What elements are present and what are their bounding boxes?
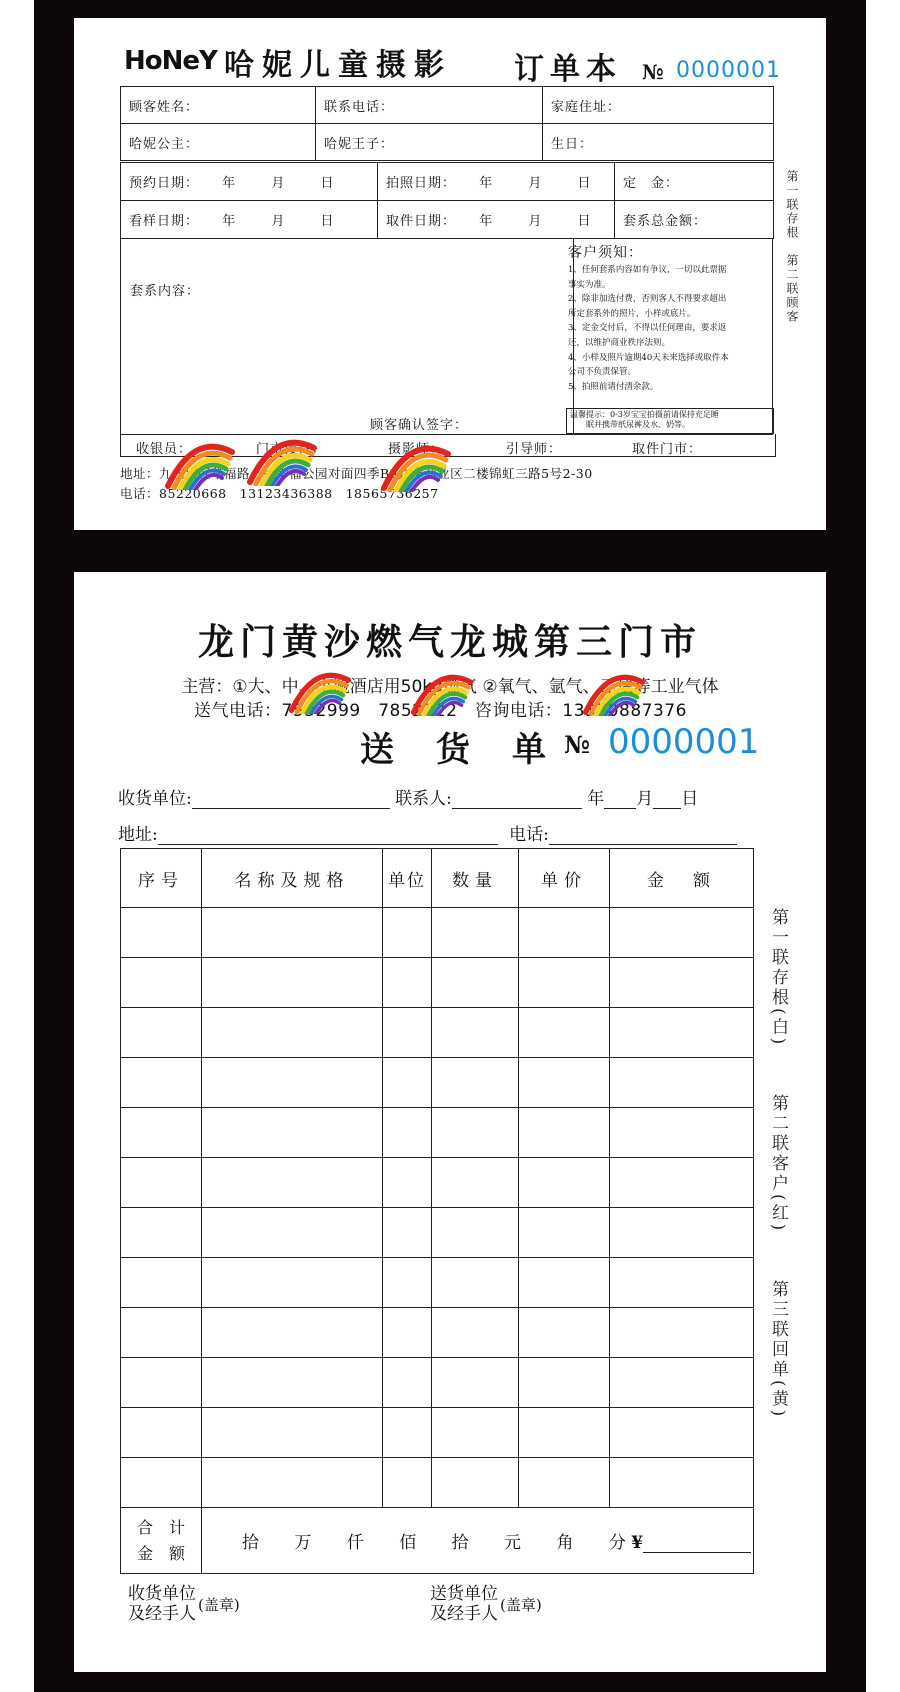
month-unit: 月 [528,176,543,191]
notice-line: 公司不负责保管。 [568,367,637,378]
amount-unit: 万 [294,1533,312,1553]
amount-input[interactable] [643,1534,751,1553]
contact-input[interactable] [452,790,582,809]
notice-line: 2、除非加选付费，否则客人不得要求超出 [568,294,727,305]
amount-in-words-cell[interactable] [202,1508,754,1574]
customer-sign-label: 顾客确认签字： [370,418,469,433]
rainbow-watermark-icon [288,664,352,714]
delivery-number: 0000001 [608,722,760,762]
rainbow-watermark-icon [246,430,318,486]
pickup-date-label: 取件日期： [386,214,457,229]
col-serial: 序号 [121,849,202,908]
table-row[interactable] [121,1458,754,1508]
rainbow-watermark-icon [164,434,236,490]
contact-label: 联系人: [395,789,452,809]
notice-line: 3、定金交付后，不得以任何理由，要求返 [568,323,727,334]
receiver-label: 收货单位: [118,789,192,809]
guide-label: 引导师： [506,442,563,457]
copy-2-label: 第二联客户(红) [768,1094,788,1234]
rainbow-watermark-icon [410,666,474,716]
day-label: 日 [681,789,699,809]
notice-line: 5、拍照前请付清余款。 [568,381,659,392]
day-unit: 日 [577,214,592,229]
tip-line: 眠并携带纸尿裤及水、奶等。 [586,420,690,429]
photographer-label: 摄影师： [388,442,445,457]
notice-line: 所定套系外的照片，小样或底片。 [568,308,696,319]
receiver-seal: (盖章) [198,1596,240,1614]
day-unit: 日 [320,214,335,229]
table-row[interactable] [121,908,754,958]
table-row[interactable] [121,1408,754,1458]
dates-table [120,162,774,239]
amount-unit: 元 [504,1533,522,1553]
customer-name-cell: 顾客姓名： [121,87,316,124]
studio-phone: 电话：85220668 13123436388 18565736257 [120,486,439,501]
rainbow-watermark-icon [582,666,646,716]
sign-right-line: 及经手人 [430,1604,498,1624]
sender-seal: (盖章) [500,1596,542,1614]
sample-date-cell [121,201,378,239]
address-line [118,820,737,845]
business-line: 主营：①大、中、小瓶酒店用50kg燃气 ②氧气、氩气、乙炔等工业气体 [181,677,719,697]
year-unit: 年 [222,176,237,191]
phone-label: 电话: [509,825,549,845]
table-row[interactable] [121,1258,754,1308]
studio-title: 哈妮儿童摄影 [224,48,452,83]
notice-line: 还，以维护商业秩序法则。 [568,337,671,348]
amount-unit: 分 [608,1533,626,1553]
table-row[interactable] [121,1358,754,1408]
table-row[interactable] [121,958,754,1008]
notice-line: 事实为准。 [568,279,611,290]
col-quantity: 数量 [432,849,519,908]
cashier-label: 收银员： [136,442,193,457]
table-row[interactable] [121,1308,754,1358]
phone-input[interactable] [549,826,737,845]
amount-unit: 拾 [451,1533,469,1553]
month-label: 月 [636,789,654,809]
notice-title: 客户须知： [568,245,643,261]
delivery-note-form [74,572,826,1672]
currency-symbol: ¥ [631,1533,644,1553]
home-address-cell: 家庭住址： [543,87,774,124]
pickup-store-label: 取件门市： [632,442,703,457]
table-row[interactable] [121,1108,754,1158]
receiver-sign-label [128,1584,196,1624]
table-row[interactable] [121,1008,754,1058]
sign-right-line: 送货单位 [430,1584,498,1604]
month-input[interactable] [604,790,636,809]
col-name-spec: 名称及规格 [202,849,383,908]
total-label: 合 计 [136,1517,185,1537]
total-label-cell [121,1508,202,1574]
copy-1-label: 第一联存根(白) [768,908,788,1048]
package-content-label: 套系内容： [130,284,201,299]
total-row [121,1508,754,1574]
goods-table [120,848,754,1574]
package-content-box [120,239,574,435]
sender-sign-label [430,1584,498,1624]
contact-phone-cell: 联系电话： [316,87,543,124]
no-label: № [642,60,664,84]
amount-unit: 仟 [346,1533,364,1553]
phone-line: 送气电话：7532999 7852222 咨询电话：13370887376 [194,701,687,721]
honey-logo: HoNeY [124,46,217,76]
month-unit: 月 [271,214,286,229]
month-unit: 月 [271,176,286,191]
copy-side-label: 第一联存根 第二联顾客 [785,170,799,324]
appointment-date-label: 预约日期： [129,176,200,191]
amount-unit: 角 [556,1533,574,1553]
table-row[interactable] [121,1158,754,1208]
shoot-date-label: 拍照日期： [386,176,457,191]
copy-3-label: 第三联回单(黄) [768,1280,788,1420]
tip-text [570,410,719,430]
sign-left-line: 收货单位 [128,1584,196,1604]
day-input[interactable] [653,790,681,809]
package-total-cell: 套系总金额： [615,201,774,239]
sample-date-label: 看样日期： [129,214,200,229]
delivery-note-title: 送 货 单 [360,730,550,770]
order-book-form [74,18,826,530]
birthday-cell: 生日： [543,124,774,161]
appointment-date-cell [121,163,378,201]
princess-cell: 哈妮公主： [121,124,316,161]
year-unit: 年 [222,214,237,229]
no-label: № [564,730,591,759]
year-label: 年 [587,789,605,809]
amount-label: 金 额 [136,1543,185,1563]
store-title: 龙门黄沙燃气龙城第三门市 [197,621,702,663]
address-label: 地址: [118,825,158,845]
notice-line: 4、小样及照片逾期40天未来选择或取件本 [568,352,729,363]
prince-cell: 哈妮王子： [316,124,543,161]
col-amount: 金 额 [610,849,754,908]
order-info-table [120,86,774,161]
deposit-cell: 定 金： [615,163,774,201]
col-unit-price: 单价 [519,849,610,908]
amount-unit: 佰 [399,1533,417,1553]
order-book-title: 订单本 [514,52,622,87]
address-input[interactable] [158,826,498,845]
pickup-date-cell [378,201,615,239]
table-row[interactable] [121,1208,754,1258]
notice-list [568,263,729,394]
studio-address: 地址：九龙坡区华福路一段幸福公园对面四季B3儿童商业区二楼锦虹三路5号2-30 [120,466,593,481]
col-unit: 单位 [383,849,432,908]
amount-unit: 拾 [242,1533,259,1553]
tip-line: 温馨提示：0-3岁宝宝拍摄前请保持充足睡 [570,410,719,419]
day-unit: 日 [320,176,335,191]
sign-left-line: 及经手人 [128,1604,196,1624]
rainbow-watermark-icon [380,436,452,492]
year-unit: 年 [479,176,494,191]
order-number: 0000001 [676,58,781,83]
receiver-line [118,784,698,809]
year-unit: 年 [479,214,494,229]
shoot-date-cell [378,163,615,201]
month-unit: 月 [528,214,543,229]
reception-label: 门市接待： [256,442,327,457]
day-unit: 日 [577,176,592,191]
notice-line: 1、任何套系内容如有争议，一切以此票据 [568,265,727,275]
receiver-input[interactable] [192,790,390,809]
table-row[interactable] [121,1058,754,1108]
